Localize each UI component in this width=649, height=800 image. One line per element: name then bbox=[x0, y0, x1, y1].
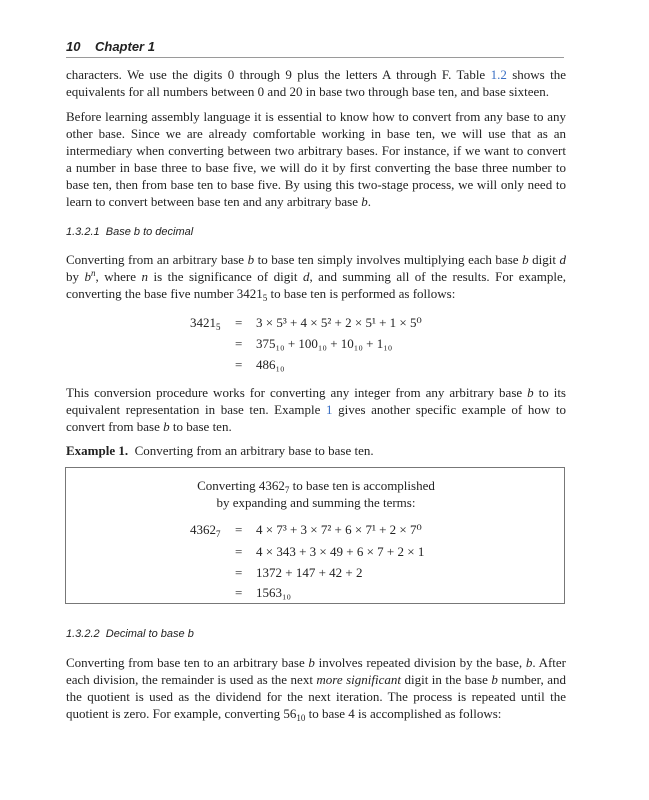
box-line1-base: 7 bbox=[284, 485, 290, 495]
box-lhs-base: 7 bbox=[216, 529, 221, 539]
box-row-1: 4 × 7³ + 3 × 7² + 6 × 7¹ + 2 × 7⁰ bbox=[256, 522, 422, 537]
page-header bbox=[66, 37, 564, 58]
page-number: 10 bbox=[66, 39, 81, 54]
p5-base10: 10 bbox=[296, 713, 306, 723]
p5-f: to base 4 is accomplished as follows: bbox=[305, 706, 502, 721]
p3-var-b: b bbox=[247, 252, 255, 267]
p5-e: number, and the quotient is used as the dividend for the next iteration. The process is repeated until the quotient is zero. For example, converting 56 bbox=[66, 672, 566, 721]
p4-a: This conversion procedure works for converting any integer from any arbitrary base bbox=[66, 385, 528, 400]
p2-var: b bbox=[361, 194, 368, 209]
p5-var-b2: b bbox=[525, 655, 533, 670]
p1-text-a: characters. We use the digits 0 through 9 plus the letters A through F. Table bbox=[66, 67, 491, 82]
p3-var-b3: b bbox=[84, 269, 91, 284]
eq1-line-1: 3 × 5³ + 4 × 5² + 2 × 5¹ + 1 × 5⁰ bbox=[256, 315, 422, 330]
p4-b: to its equivalent representation in base ten. Example bbox=[66, 385, 566, 417]
eq1-rel-3: = bbox=[235, 357, 243, 372]
paragraph-2: Before learning assembly language it is essential to know how to convert from any base to any other base. Since we are already comfortable working in base ten, we will use that as an intermediary when converting between two arbitrary bases. For instance, if we want to convert a number in base three to base five, we will do it by first converting the base three number to base ten, then from base ten to base five. By using this two-stage process, we will only need to learn to convert between base ten and any arbitrary base b. bbox=[66, 109, 566, 209]
eq1-lhs bbox=[190, 315, 221, 331]
p3-h: to base ten is performed as follows: bbox=[267, 286, 456, 301]
section1-number: 1.3.2.1 bbox=[66, 226, 100, 238]
paragraph-1 bbox=[66, 66, 566, 100]
p4-var-b2: b bbox=[163, 419, 170, 434]
p5-d: digit in the base bbox=[401, 672, 492, 687]
eq1-lhs-base: 5 bbox=[216, 322, 221, 332]
box-rel-4: = bbox=[235, 585, 243, 600]
paragraph-4 bbox=[66, 384, 566, 435]
p4-var-b: b bbox=[527, 385, 534, 400]
box-rel-2: = bbox=[235, 544, 243, 559]
example-caption-text: Converting from an arbitrary base to base ten. bbox=[134, 443, 374, 458]
p1-text-b: shows the equivalents for all numbers between 0 and 20 in base two through base ten, and base sixteen. bbox=[66, 67, 566, 99]
eq1-rel-1: = bbox=[235, 315, 243, 330]
p3-g: , and summing all of the results. For example, converting the base five number 3421 bbox=[66, 269, 566, 301]
box-lhs-num: 4362 bbox=[190, 522, 216, 537]
p5-var-b3: b bbox=[491, 672, 498, 687]
example-caption bbox=[66, 443, 374, 459]
p3-var-d2: d bbox=[302, 269, 310, 284]
box-rel-3: = bbox=[235, 565, 243, 580]
p3-f: is the significance of digit bbox=[147, 269, 303, 284]
eq1-lhs-num: 3421 bbox=[190, 315, 216, 330]
p5-c: . After each division, the remainder is used as the next bbox=[66, 655, 566, 687]
section2-number: 1.3.2.2 bbox=[66, 628, 100, 640]
p4-d: to base ten. bbox=[169, 419, 232, 434]
chapter-title: Chapter 1 bbox=[95, 39, 155, 54]
section-heading-2 bbox=[66, 628, 194, 640]
section-heading-1 bbox=[66, 226, 193, 238]
box-row-2: 4 × 343 + 3 × 49 + 6 × 7 + 2 × 1 bbox=[256, 544, 425, 559]
eq1-rel-2: = bbox=[235, 336, 243, 351]
eq1-line-2: 375₁₀ + 100₁₀ + 10₁₀ + 1₁₀ bbox=[256, 336, 393, 351]
p5-a: Converting from base ten to an arbitrary base bbox=[66, 655, 309, 670]
p3-var-n: n bbox=[91, 268, 96, 278]
p3-e: , where bbox=[95, 269, 142, 284]
paragraph-5 bbox=[66, 654, 566, 722]
p3-a: Converting from an arbitrary base bbox=[66, 252, 248, 267]
paragraph-3 bbox=[66, 251, 566, 302]
box-lhs bbox=[190, 522, 221, 538]
p3-var-d: d bbox=[559, 252, 566, 267]
p3-d: by bbox=[66, 269, 85, 284]
section2-title: Decimal to base b bbox=[105, 628, 194, 640]
box-row-3: 1372 + 147 + 42 + 2 bbox=[256, 565, 363, 580]
example-label: Example 1. bbox=[66, 443, 129, 458]
example-link[interactable]: 1 bbox=[326, 402, 333, 417]
box-row-4: 1563₁₀ bbox=[256, 585, 292, 600]
p3-var-b2: b bbox=[522, 252, 529, 267]
p4-c: gives another specific example of how to convert from base bbox=[66, 402, 566, 434]
p3-b: to base ten simply involves multiplying each base bbox=[254, 252, 523, 267]
box-rel-1: = bbox=[235, 522, 243, 537]
section1-title: Base b to decimal bbox=[105, 226, 194, 238]
box-line1-b: to base ten is accomplished bbox=[289, 478, 435, 493]
box-line-1 bbox=[66, 478, 566, 494]
p3-var-n2: n bbox=[141, 269, 148, 284]
eq1-line-3: 486₁₀ bbox=[256, 357, 285, 372]
box-line-2: by expanding and summing the terms: bbox=[216, 495, 416, 510]
p2-text: Before learning assembly language it is essential to know how to convert from any base to any other base. Since we are already comfortable working in base ten, we will use that as an intermediary when converting between two arbitrary bases. For instance, if we want to convert a number in base three to base five, we will do it by first converting the base three number to base ten, then from base ten to base five. By using this two-stage process, we will only need to learn to convert between base ten and any arbitrary base bbox=[66, 109, 566, 209]
p5-emph: more significant bbox=[316, 672, 402, 687]
p5-b: involves repeated division by the base, bbox=[314, 655, 526, 670]
table-link[interactable]: 1.2 bbox=[490, 67, 507, 82]
p3-c: digit bbox=[528, 252, 560, 267]
p5-var-b: b bbox=[308, 655, 315, 670]
p3-base5: 5 bbox=[262, 293, 268, 303]
box-line1-a: Converting 4362 bbox=[197, 478, 285, 493]
